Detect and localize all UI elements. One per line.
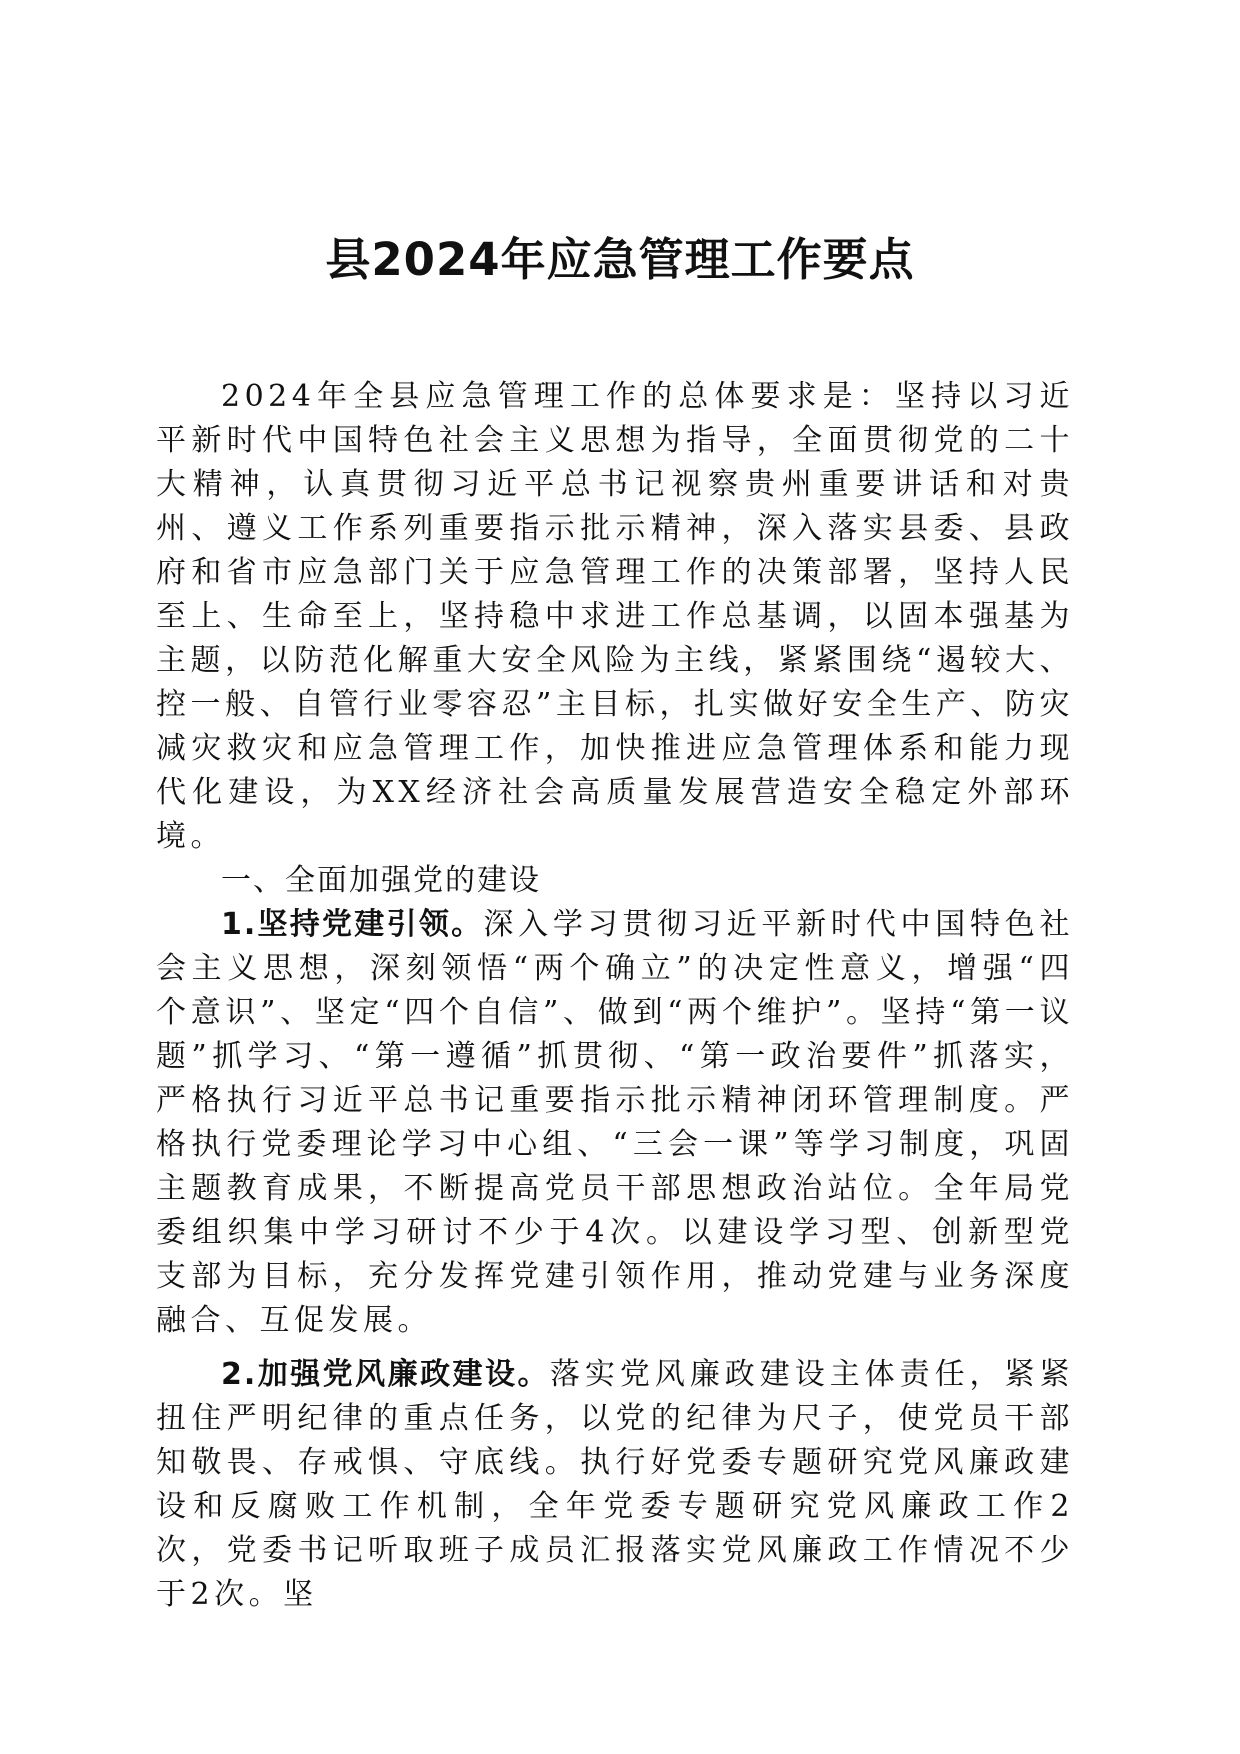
paragraph-gap xyxy=(156,1343,1074,1353)
item-1-lead: 1.坚持党建引领。 xyxy=(221,907,484,942)
item-1-text: 深入学习贯彻习近平新时代中国特色社会主义思想，深刻领悟“两个确立”的决定性意义，增强“四个意识”、坚定“四个自信”、做到“两个维护”。坚持“第一议题”抓学习、“第一遵循”抓贯彻、“第一政治要件”抓落实，严格执行习近平总书记重要指示批示精神闭环管理制度。严格执行党委理论学习中心组、“三会一课”等学习制度，巩固主题教育成果，不断提高党员干部思想政治站位。全年局党委组织集中学习研讨不少于4次。以建设学习型、创新型党支部为目标，充分发挥党建引领作用，推动党建与业务深度融合、互促发展。 xyxy=(156,907,1074,1338)
item-2-lead: 2.加强党风廉政建设。 xyxy=(221,1357,550,1392)
item-1-paragraph xyxy=(156,903,1074,1343)
section-heading-party-building: 一、全面加强党的建设 xyxy=(221,863,541,898)
item-2-paragraph xyxy=(156,1353,1074,1617)
document-title: 县2024年应急管理工作要点 xyxy=(325,233,915,286)
item-2-text: 落实党风廉政建设主体责任，紧紧扭住严明纪律的重点任务，以党的纪律为尺子，使党员干部知敬畏、存戒惧、守底线。执行好党委专题研究党风廉政建设和反腐败工作机制，全年党委专题研究党风廉政工作2次，党委书记听取班子成员汇报落实党风廉政工作情况不少于2次。坚 xyxy=(156,1357,1074,1612)
intro-paragraph: 2024年全县应急管理工作的总体要求是：坚持以习近平新时代中国特色社会主义思想为指导，全面贯彻党的二十大精神，认真贯彻习近平总书记视察贵州重要讲话和对贵州、遵义工作系列重要指示批示精神，深入落实县委、县政府和省市应急部门关于应急管理工作的决策部署，坚持人民至上、生命至上，坚持稳中求进工作总基调，以固本强基为主题，以防范化解重大安全风险为主线，紧紧围绕“遏较大、控一般、自管行业零容忍”主目标，扎实做好安全生产、防灾减灾救灾和应急管理工作，加快推进应急管理体系和能力现代化建设，为XX经济社会高质量发展营造安全稳定外部环境。 xyxy=(156,379,1074,854)
document-body xyxy=(156,375,1074,1617)
